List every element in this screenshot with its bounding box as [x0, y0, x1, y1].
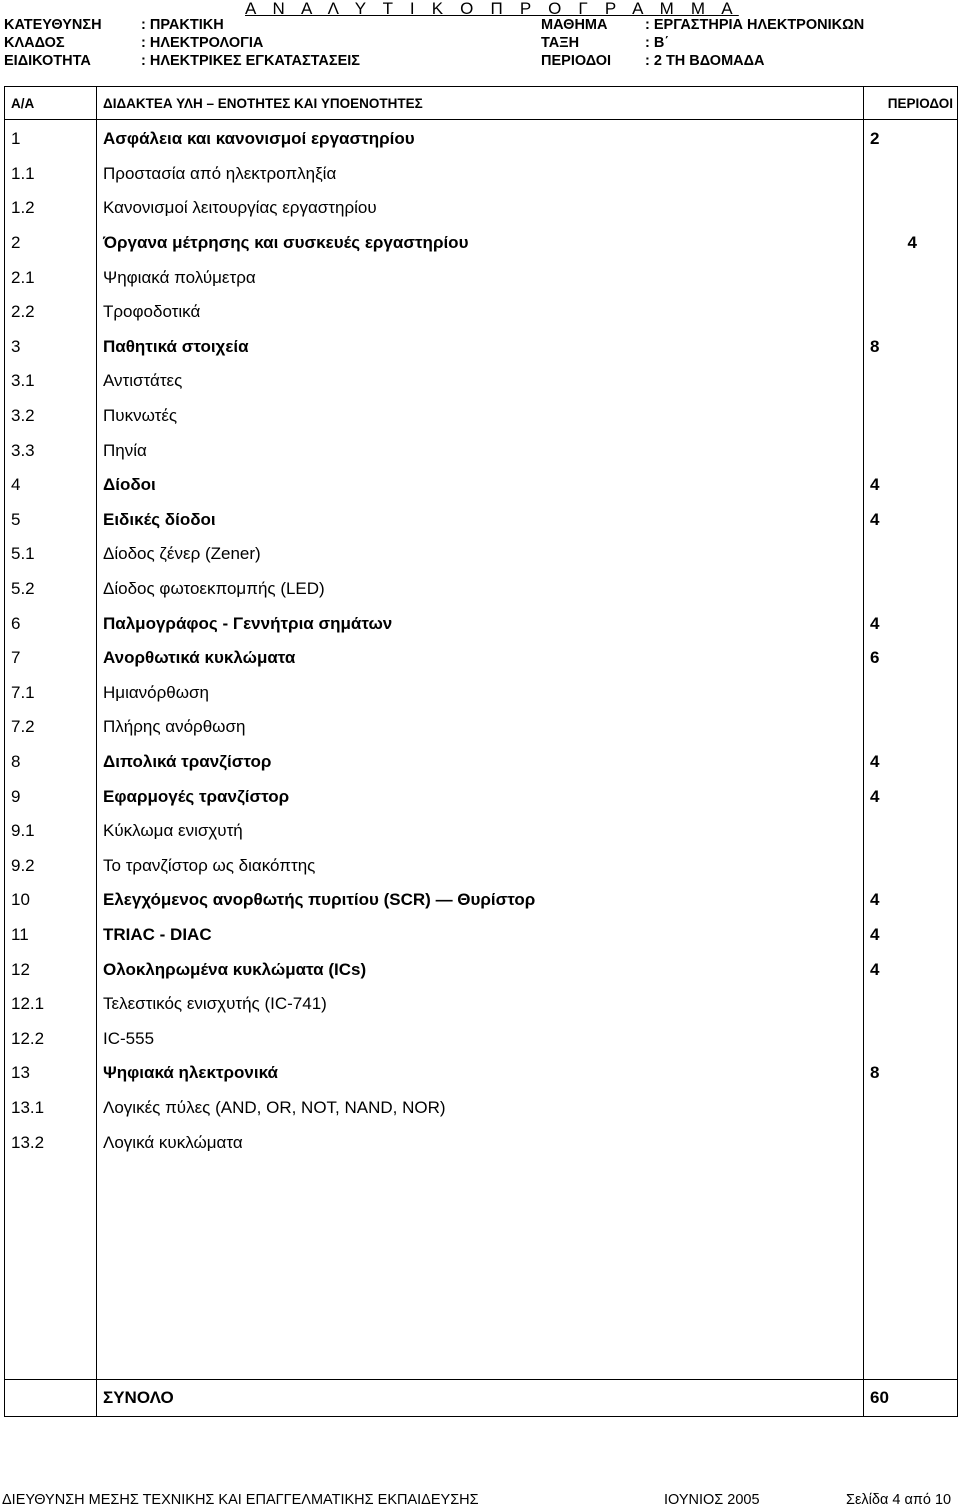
row-periods: 4 — [864, 779, 958, 814]
header-value-specialty: : ΗΛΕΚΤΡΙΚΕΣ ΕΓΚΑΤΑΣΤΑΣΕΙΣ — [141, 53, 361, 69]
row-topic: Ψηφιακά ηλεκτρονικά — [97, 1056, 864, 1091]
row-periods — [864, 399, 958, 434]
row-number: 13.2 — [5, 1125, 97, 1160]
row-topic: Ασφάλεια και κανονισμοί εργαστηρίου — [97, 120, 864, 157]
total-num-cell — [5, 1379, 97, 1416]
row-topic: Κύκλωμα ενισχυτή — [97, 814, 864, 849]
row-topic: Πλήρης ανόρθωση — [97, 710, 864, 745]
row-periods — [864, 710, 958, 745]
row-number: 11 — [5, 918, 97, 953]
table-row — [5, 745, 958, 780]
header-num: Α/Α — [5, 87, 97, 120]
row-topic: Δίοδος φωτοεκπομπής (LED) — [97, 572, 864, 607]
total-label: ΣΥΝΟΛΟ — [97, 1379, 864, 1416]
row-number: 12 — [5, 952, 97, 987]
row-number: 13.1 — [5, 1091, 97, 1126]
row-periods — [864, 676, 958, 711]
row-number: 3.1 — [5, 364, 97, 399]
row-periods — [864, 157, 958, 192]
table-row — [5, 1021, 958, 1056]
row-topic: Κανονισμοί λειτουργίας εργαστηρίου — [97, 191, 864, 226]
row-number: 5 — [5, 503, 97, 538]
row-periods — [864, 364, 958, 399]
row-topic: Ολοκληρωμένα κυκλώματα (ICs) — [97, 952, 864, 987]
row-periods: 4 — [864, 745, 958, 780]
header-value-branch: : ΗΛΕΚΤΡΟΛΟΓΙΑ — [141, 35, 264, 51]
table-row — [5, 987, 958, 1022]
row-number: 3 — [5, 330, 97, 365]
row-number: 5.2 — [5, 572, 97, 607]
header-label-direction: ΚΑΤΕΥΘΥΝΣΗ — [4, 17, 102, 33]
row-periods — [864, 848, 958, 883]
table-row — [5, 191, 958, 226]
row-periods — [864, 537, 958, 572]
table-row — [5, 1091, 958, 1126]
row-topic: Όργανα μέτρησης και συσκευές εργαστηρίου — [97, 226, 864, 261]
row-topic: Το τρανζίστορ ως διακόπτης — [97, 848, 864, 883]
row-topic: Ανορθωτικά κυκλώματα — [97, 641, 864, 676]
table-row — [5, 537, 958, 572]
footer-directorate: ΔΙΕΥΘΥΝΣΗ ΜΕΣΗΣ ΤΕΧΝΙΚΗΣ ΚΑΙ ΕΠΑΓΓΕΛΜΑΤΙΚΗΣ ΕΚΠΑΙΔΕΥΣΗΣ — [2, 1492, 479, 1508]
table-row — [5, 330, 958, 365]
row-topic: Ημιανόρθωση — [97, 676, 864, 711]
row-number: 9 — [5, 779, 97, 814]
table-row — [5, 572, 958, 607]
header-value-periods: : 2 ΤΗ ΒΔΟΜΑΔΑ — [645, 53, 765, 69]
row-topic: Παθητικά στοιχεία — [97, 330, 864, 365]
row-periods: 4 — [864, 952, 958, 987]
row-periods: 4 — [864, 503, 958, 538]
row-periods: 4 — [864, 226, 958, 261]
row-number: 7.1 — [5, 676, 97, 711]
table-row — [5, 848, 958, 883]
row-periods — [864, 191, 958, 226]
table-row — [5, 814, 958, 849]
row-number: 9.2 — [5, 848, 97, 883]
table-row — [5, 260, 958, 295]
table-row — [5, 503, 958, 538]
row-periods — [864, 1021, 958, 1056]
row-number: 2 — [5, 226, 97, 261]
row-periods — [864, 260, 958, 295]
row-topic: Λογικά κυκλώματα — [97, 1125, 864, 1160]
row-periods: 4 — [864, 606, 958, 641]
table-row — [5, 641, 958, 676]
row-number: 12.1 — [5, 987, 97, 1022]
row-periods: 8 — [864, 1056, 958, 1091]
row-periods: 4 — [864, 918, 958, 953]
table-row — [5, 399, 958, 434]
row-topic: TRIAC - DIAC — [97, 918, 864, 953]
row-number: 2.1 — [5, 260, 97, 295]
total-value: 60 — [864, 1379, 958, 1416]
header-value-class: : Β΄ — [645, 35, 670, 51]
table-row — [5, 364, 958, 399]
header-label-periods: ΠΕΡΙΟΔΟΙ — [541, 53, 612, 69]
row-topic: Δίοδος ζένερ (Zener) — [97, 537, 864, 572]
table-row — [5, 779, 958, 814]
row-number: 2.2 — [5, 295, 97, 330]
footer-page-number: Σελίδα 4 από 10 — [846, 1492, 952, 1508]
row-periods — [864, 1091, 958, 1126]
row-topic: Τελεστικός ενισχυτής (IC-741) — [97, 987, 864, 1022]
row-number: 3.3 — [5, 433, 97, 468]
row-topic: Πηνία — [97, 433, 864, 468]
row-periods: 2 — [864, 120, 958, 157]
table-row — [5, 226, 958, 261]
row-number: 7.2 — [5, 710, 97, 745]
row-number: 10 — [5, 883, 97, 918]
row-periods — [864, 433, 958, 468]
row-topic: Τροφοδοτικά — [97, 295, 864, 330]
row-periods: 8 — [864, 330, 958, 365]
header-label-course: ΜΑΘΗΜΑ — [541, 17, 608, 33]
table-row — [5, 468, 958, 503]
row-number: 1 — [5, 120, 97, 157]
table-header-row — [5, 87, 958, 120]
row-periods — [864, 987, 958, 1022]
row-topic: Ειδικές δίοδοι — [97, 503, 864, 538]
row-topic: IC-555 — [97, 1021, 864, 1056]
row-topic: Ελεγχόμενος ανορθωτής πυριτίου (SCR) — Θυρίστορ — [97, 883, 864, 918]
row-topic: Προστασία από ηλεκτροπληξία — [97, 157, 864, 192]
row-periods — [864, 1125, 958, 1160]
table-row — [5, 952, 958, 987]
footer-date: ΙΟΥΝΙΟΣ 2005 — [664, 1492, 760, 1508]
table-row — [5, 606, 958, 641]
row-topic: Δίοδοι — [97, 468, 864, 503]
table-row — [5, 710, 958, 745]
table-row — [5, 120, 958, 157]
row-topic: Λογικές πύλες (AND, OR, NOT, NAND, NOR) — [97, 1091, 864, 1126]
row-topic: Διπολικά τρανζίστορ — [97, 745, 864, 780]
header-value-direction: : ΠΡΑΚΤΙΚΗ — [141, 17, 224, 33]
row-number: 9.1 — [5, 814, 97, 849]
header-label-class: ΤΑΞΗ — [541, 35, 580, 51]
table-row — [5, 918, 958, 953]
table-row — [5, 433, 958, 468]
row-topic: Πυκνωτές — [97, 399, 864, 434]
row-periods — [864, 295, 958, 330]
table-spacer — [5, 1160, 958, 1380]
row-periods — [864, 814, 958, 849]
row-number: 5.1 — [5, 537, 97, 572]
row-topic: Παλμογράφος - Γεννήτρια σημάτων — [97, 606, 864, 641]
row-periods: 4 — [864, 468, 958, 503]
syllabus-table — [4, 86, 958, 1417]
row-number: 7 — [5, 641, 97, 676]
row-number: 13 — [5, 1056, 97, 1091]
row-periods: 6 — [864, 641, 958, 676]
row-number: 8 — [5, 745, 97, 780]
table-row — [5, 157, 958, 192]
header-periods: ΠΕΡΙΟΔΟΙ — [864, 87, 958, 120]
table-row — [5, 676, 958, 711]
table-row — [5, 1125, 958, 1160]
row-number: 4 — [5, 468, 97, 503]
row-number: 6 — [5, 606, 97, 641]
row-periods — [864, 572, 958, 607]
document-title: Α Ν Α Λ Υ Τ Ι Κ Ο Π Ρ Ο Γ Ρ Α Μ Μ Α — [245, 0, 739, 18]
row-number: 1.2 — [5, 191, 97, 226]
row-periods: 4 — [864, 883, 958, 918]
header-content: ΔΙΔΑΚΤΕΑ ΥΛΗ – ΕΝΟΤΗΤΕΣ ΚΑΙ ΥΠΟΕΝΟΤΗΤΕΣ — [97, 87, 864, 120]
total-row — [5, 1379, 958, 1416]
header-label-branch: ΚΛΑΔΟΣ — [4, 35, 65, 51]
row-number: 1.1 — [5, 157, 97, 192]
table-row — [5, 883, 958, 918]
row-topic: Εφαρμογές τρανζίστορ — [97, 779, 864, 814]
row-number: 12.2 — [5, 1021, 97, 1056]
row-topic: Αντιστάτες — [97, 364, 864, 399]
header-value-course: : ΕΡΓΑΣΤΗΡΙΑ ΗΛΕΚΤΡΟΝΙΚΩΝ — [645, 17, 865, 33]
header-label-specialty: ΕΙΔΙΚΟΤΗΤΑ — [4, 53, 91, 69]
row-topic: Ψηφιακά πολύμετρα — [97, 260, 864, 295]
table-row — [5, 295, 958, 330]
table-row — [5, 1056, 958, 1091]
row-number: 3.2 — [5, 399, 97, 434]
syllabus-rows — [5, 120, 958, 1160]
